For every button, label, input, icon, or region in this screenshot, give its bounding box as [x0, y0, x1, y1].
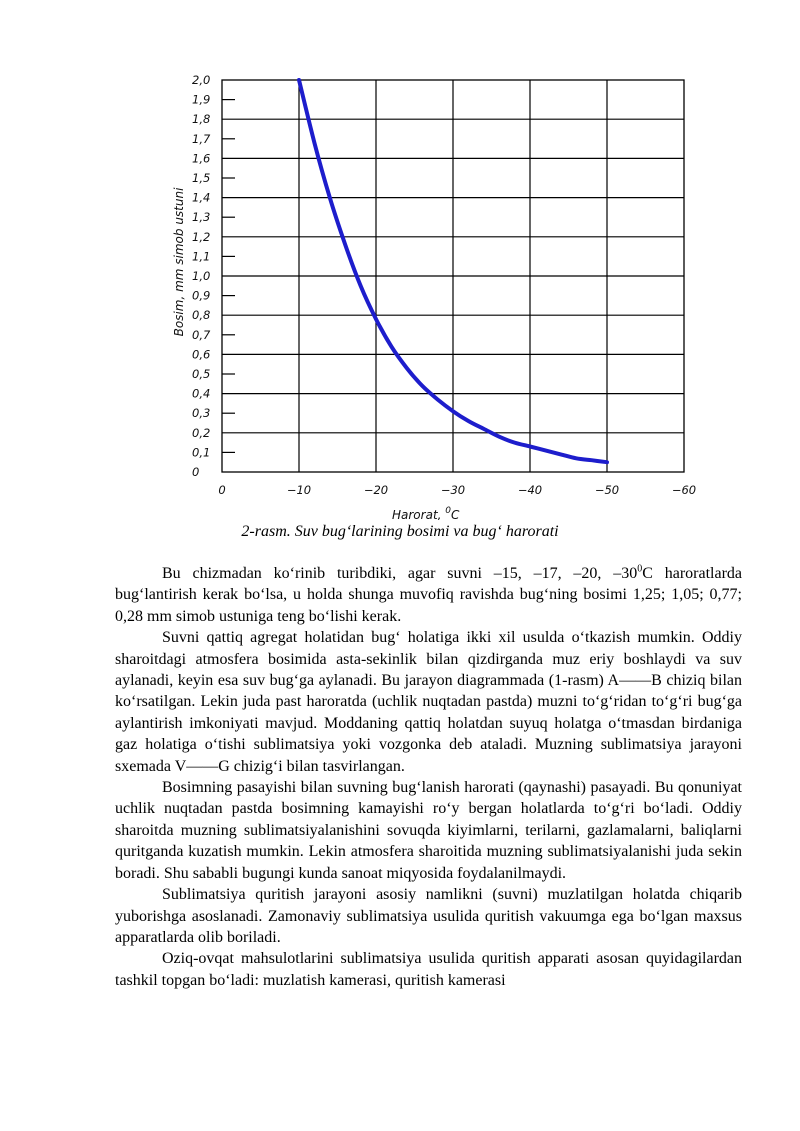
- x-tick-label: 0: [218, 483, 226, 497]
- paragraph-2: Suvni qattiq agregat holatidan bug‘ holatiga ikki xil usulda o‘tkazish mumkin. Oddiy sharoitdagi atmosfera bosimida asta-sekinlik bilan qizdirganda muz eriy boshlaydi va suv aylanadi, keyin esa suv bug‘ga aylanadi. Bu jarayon diagrammada (1-rasm) A——B chiziq bilan ko‘rsatilgan. Lekin juda past haroratda (uchlik nuqtadan pastda) muzni to‘g‘ridan to‘g‘ri bug‘ga aylantirish imkoniyati mavjud. Moddaning qattiq holatdan suyuq holatga o‘tmasdan birdaniga gaz holatiga o‘tishi sublimatsiya yoki vozgonka deb ataladi. Muzning sublimatsiya jarayoni sxemada V——G chizig‘i bilan tasvirlangan.: [115, 629, 742, 775]
- x-tick-label: −60: [671, 483, 697, 497]
- y-tick-labels: [192, 73, 211, 479]
- y-tick-label: 0,1: [192, 445, 211, 460]
- paragraph-1-part-b: C haroratlarda bug‘lantirish kerak bo‘lsa, u holda shunga muvofiq ravishda bug‘ning bosimi 1,25; 1,05; 0,77; 0,28 mm simob ustuniga teng bo‘lishi kerak.: [115, 565, 743, 625]
- y-tick-label: 0,7: [192, 327, 211, 342]
- y-tick-label: 1,1: [192, 249, 211, 264]
- paragraph-4: Sublimatsiya quritish jarayoni asosiy namlikni (suvni) muzlatilgan holatda chiqarib yuborishga asoslanadi. Zamonaviy sublimatsiya usulida quritish vakuumga ega bo‘lgan maxsus apparatlarda olib boriladi.: [115, 886, 742, 946]
- y-tick-label: 0,5: [192, 367, 211, 381]
- x-tick-label: −40: [517, 483, 543, 497]
- x-tick-label: −30: [440, 483, 466, 497]
- y-tick-label: 2,0: [192, 73, 211, 87]
- body-text: [115, 563, 742, 991]
- y-tick-label: 0,6: [192, 347, 211, 362]
- y-tick-label: 0,3: [192, 406, 211, 421]
- y-tick-label: 0,9: [192, 288, 211, 303]
- x-tick-labels: [218, 483, 696, 497]
- x-tick-label: −50: [594, 483, 620, 497]
- y-tick-label: 1,3: [192, 210, 211, 225]
- y-tick-label: 1,7: [192, 131, 211, 146]
- x-tick-label: −10: [286, 483, 312, 497]
- x-axis-label-unit: C: [451, 508, 460, 520]
- paragraph-1-part-a: Bu chizmadan ko‘rinib turibdiki, agar suvni –15, –17, –20, –30: [162, 565, 638, 582]
- degree-superscript: 0: [637, 563, 643, 575]
- figure-caption: 2-rasm. Suv bug‘larining bosimi va bug‘ harorati: [241, 523, 559, 540]
- paragraph-5: Oziq-ovqat mahsulotlarini sublimatsiya usulida quritish apparati asosan quyidagilardan tashkil topgan bo‘ladi: muzlatish kamerasi, quritish kamerasi: [115, 950, 742, 989]
- y-tick-label: 1,4: [192, 190, 211, 205]
- y-tick-label: 0,8: [192, 308, 211, 323]
- paragraph-1: [115, 563, 742, 627]
- y-tick-label: 1,2: [192, 229, 211, 244]
- x-axis-label-text: Harorat,: [392, 508, 446, 520]
- y-tick-label: 0,4: [192, 386, 211, 401]
- y-tick-label: 0,2: [192, 425, 211, 440]
- x-axis-label-degree: 0: [445, 506, 452, 516]
- y-tick-label: 1,8: [192, 112, 211, 127]
- x-tick-label: −20: [363, 483, 389, 497]
- y-tick-label: 1,6: [192, 151, 211, 166]
- y-tick-label: 1,0: [192, 269, 211, 283]
- pressure-temperature-chart: [0, 0, 800, 520]
- x-axis-label: [392, 506, 460, 520]
- y-tick-label: 0: [192, 465, 200, 479]
- y-tick-label: 1,9: [192, 92, 211, 107]
- paragraph-3: Bosimning pasayishi bilan suvning bug‘lanish harorati (qaynashi) pasayadi. Bu qonuniyat uchlik nuqtadan pastda bosimning kamayishi ro‘y bergan holatlarda to‘g‘ri bo‘ladi. Oddiy sharoitda muzning sublimatsiyalanishini sovuqda kiyimlarni, terilarni, gazlamalarni, baliqlarni quritganda kuzatish mumkin. Lekin atmosfera sharoitida muzning sublimatsiyalanishi juda sekin boradi. Shu sababli bugungi kunda sanoat miqyosida foydalanilmaydi.: [115, 779, 742, 882]
- y-axis-label: Bosim, mm simob ustuni: [172, 187, 186, 337]
- y-tick-label: 1,5: [192, 171, 211, 185]
